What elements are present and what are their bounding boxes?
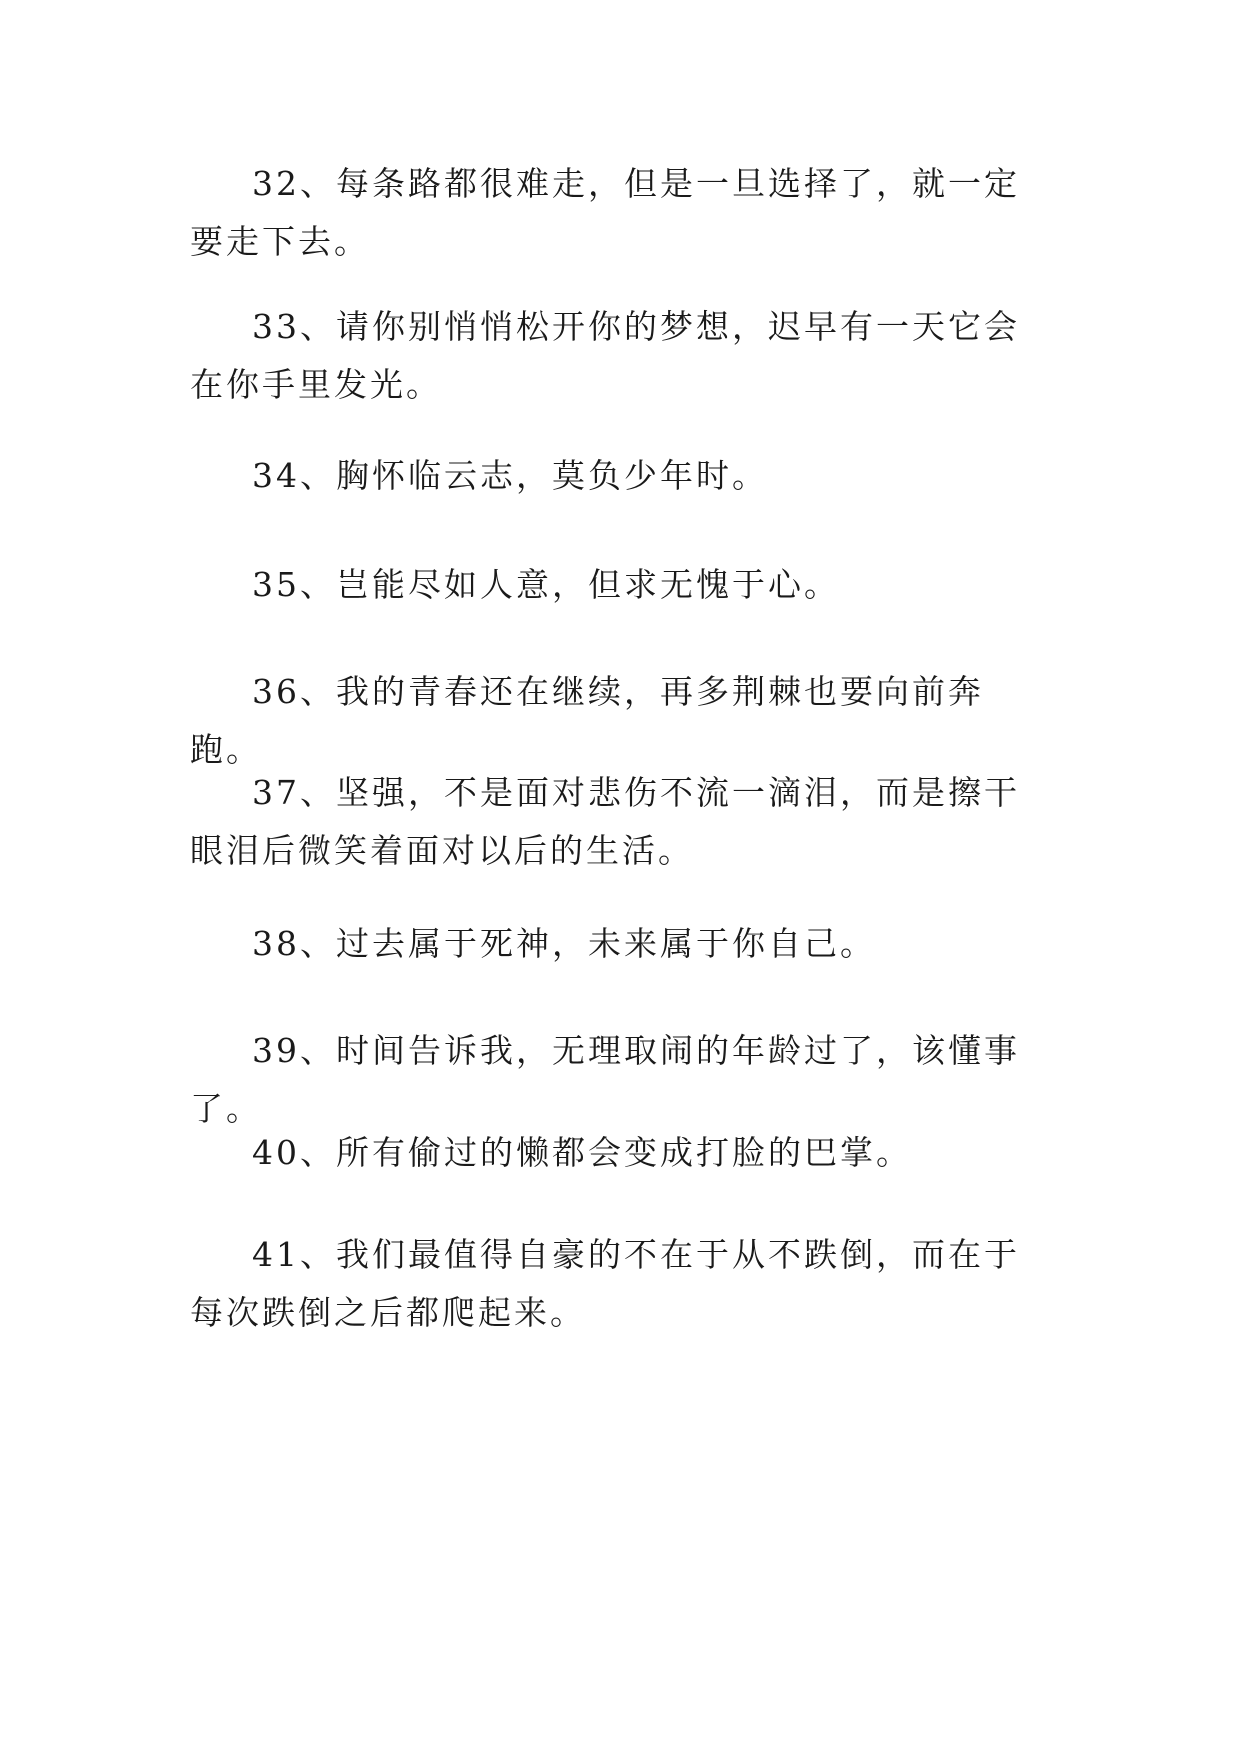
quote-entry-37: 37、坚强，不是面对悲伤不流一滴泪，而是擦干眼泪后微笑着面对以后的生活。	[190, 773, 1020, 870]
quote-entry-41: 41、我们最值得自豪的不在于从不跌倒，而在于每次跌倒之后都爬起来。	[190, 1235, 1020, 1332]
quote-entry-39: 39、时间告诉我，无理取闹的年龄过了，该懂事了。	[190, 1031, 1020, 1128]
quote-entry-32: 32、每条路都很难走，但是一旦选择了，就一定要走下去。	[190, 164, 1020, 261]
quote-entry-33: 33、请你别悄悄松开你的梦想，迟早有一天它会在你手里发光。	[190, 307, 1020, 404]
quote-entry-35: 35、岂能尽如人意，但求无愧于心。	[252, 565, 840, 604]
quote-entry-36: 36、我的青春还在继续，再多荆棘也要向前奔跑。	[190, 672, 984, 769]
quote-entry-34: 34、胸怀临云志，莫负少年时。	[252, 456, 768, 495]
quote-entry-40: 40、所有偷过的懒都会变成打脸的巴掌。	[252, 1133, 912, 1172]
quote-entry-38: 38、过去属于死神，未来属于你自己。	[252, 924, 876, 963]
